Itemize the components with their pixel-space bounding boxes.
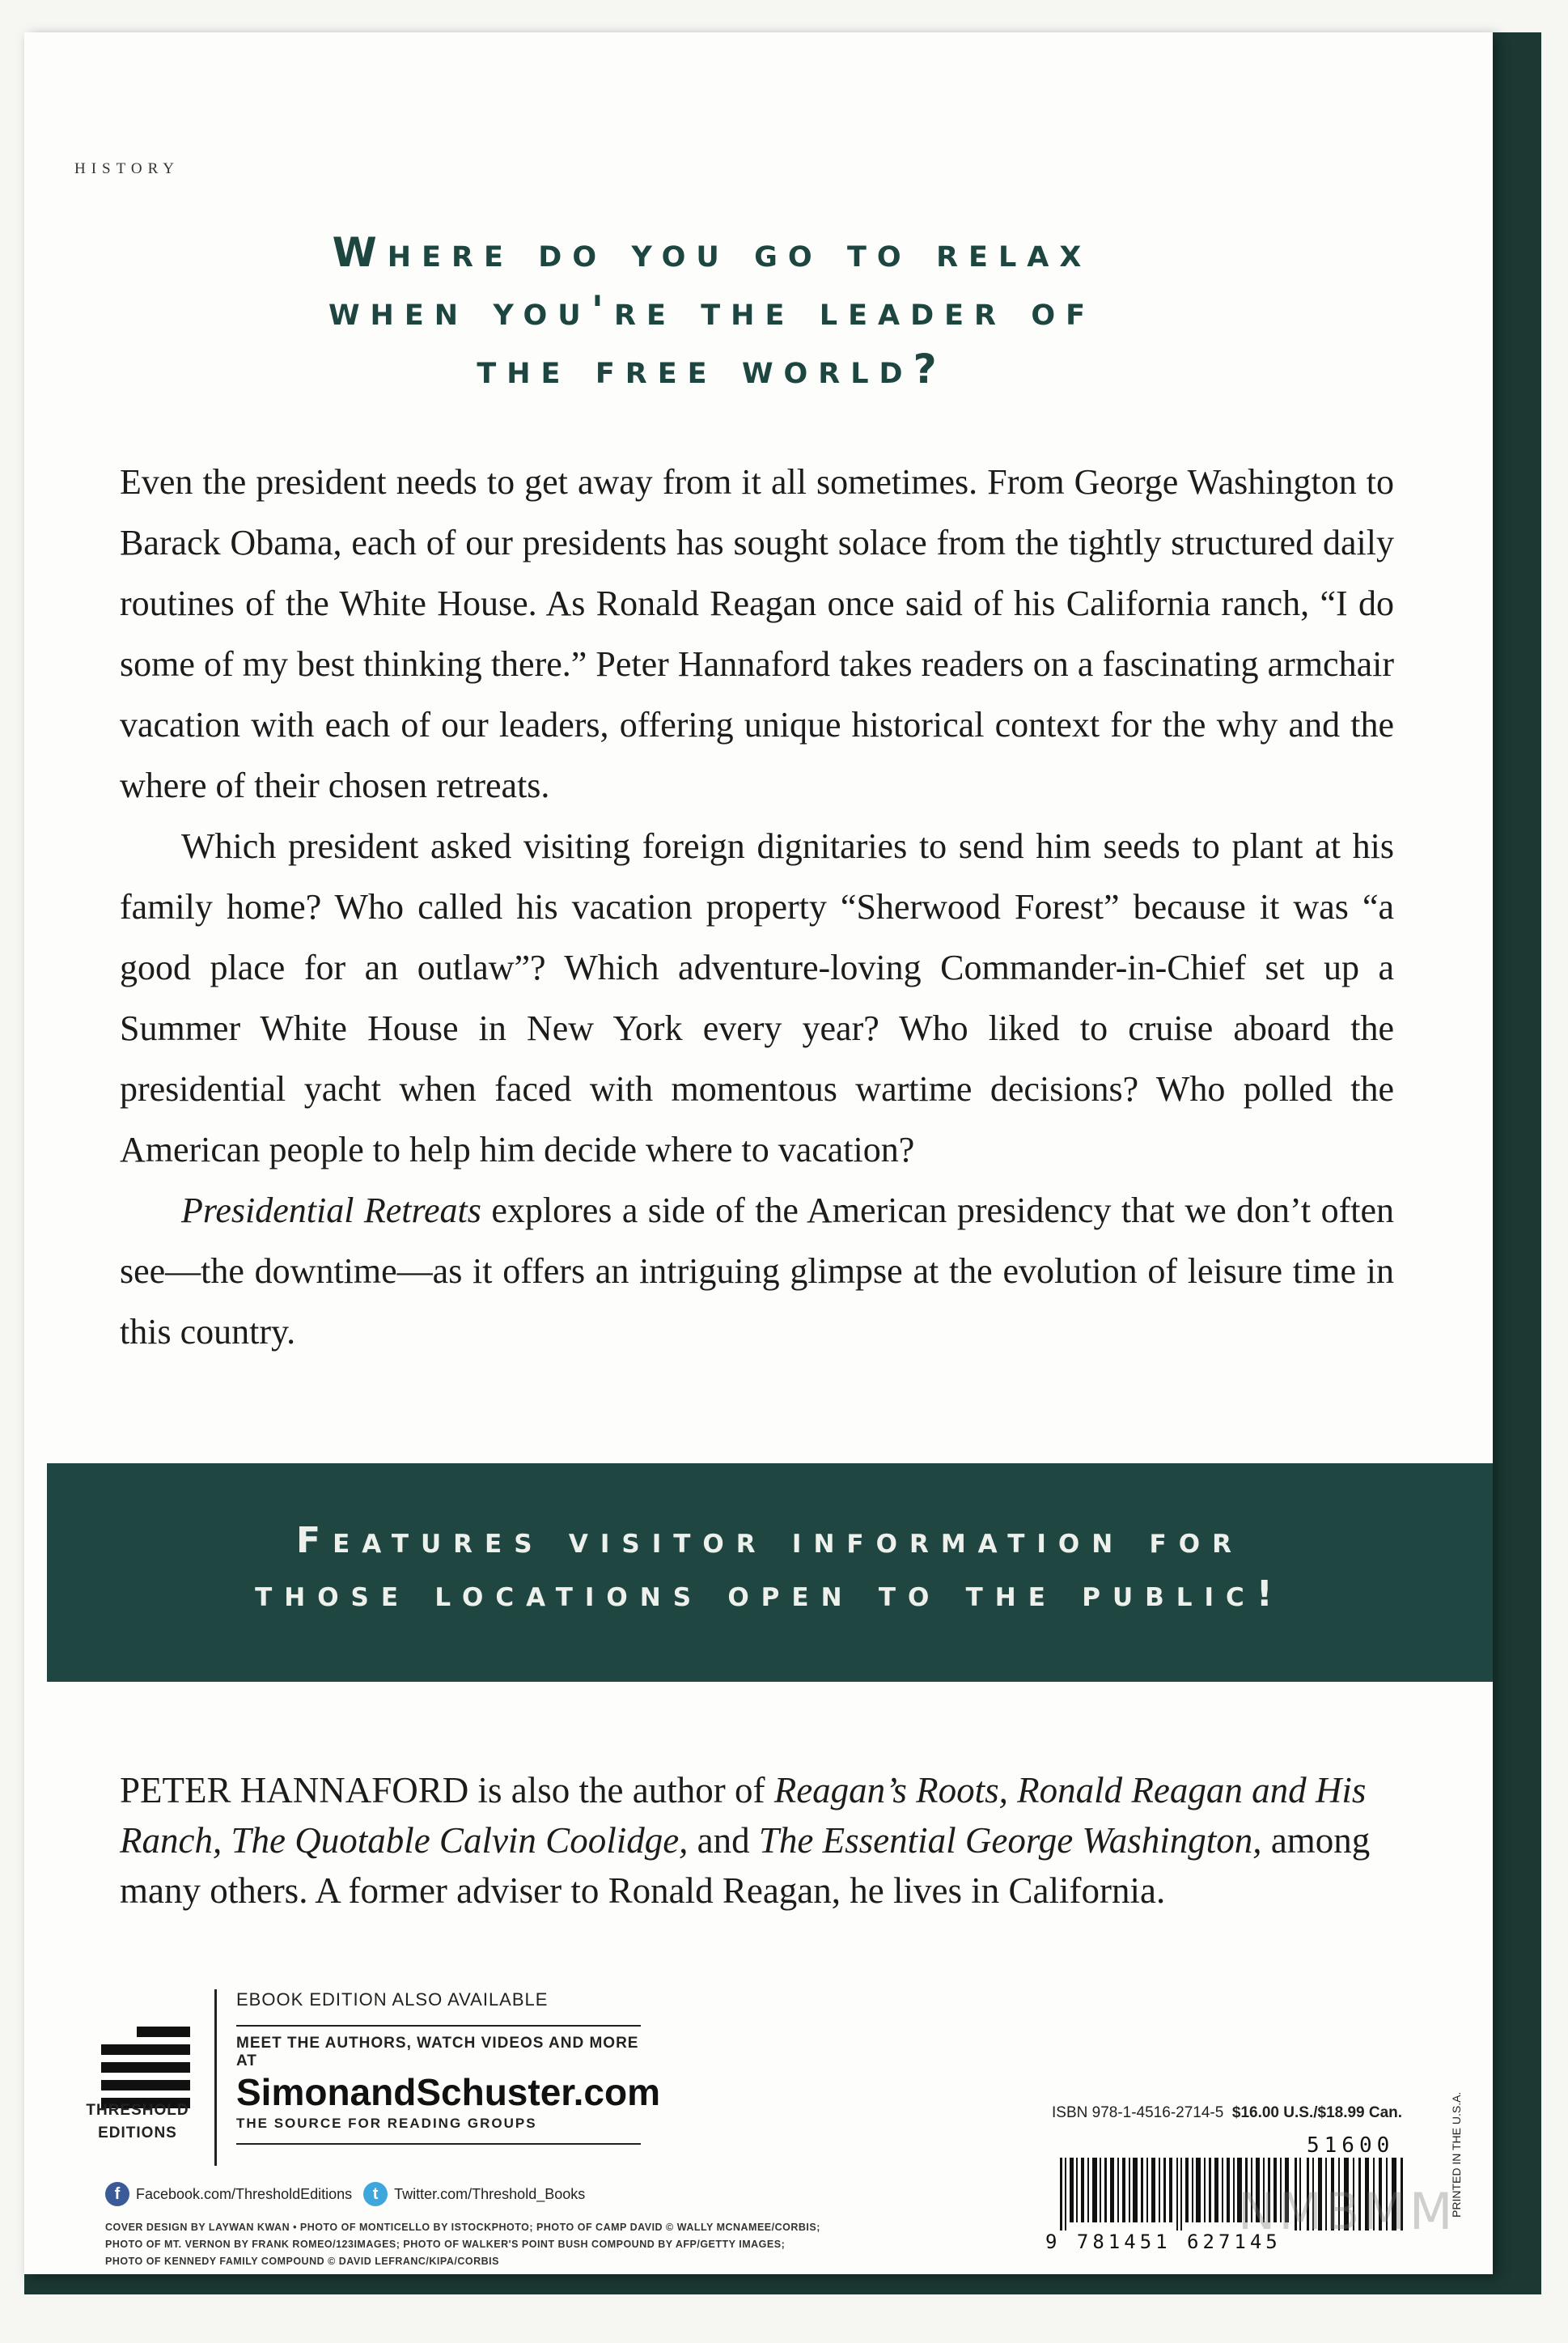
price-code: 51600 <box>1307 2133 1395 2158</box>
isbn-price <box>1052 2104 1402 2122</box>
threshold-logo <box>77 1989 217 2166</box>
website-link[interactable]: SimonandSchuster.com <box>236 2071 661 2113</box>
facebook-link[interactable]: Facebook.com/ThresholdEditions <box>136 2185 353 2202</box>
paragraph: Which president asked visiting foreign dignitaries to send him seeds to plant at his family home? Who called his vacation property “Sherwood Forest” because it was “a good place for an outlaw”? Which adventure-loving Commander-in-Chief set up a Summer White House in New York every year? Who liked to cruise aboard the presidential yacht when faced with momentous wartime decisions? Who polled the American people to help him decide where to vacation? <box>120 826 1394 1169</box>
publisher-promo <box>236 1989 661 2145</box>
description <box>120 452 1394 1362</box>
headline-line: when you're the leader of <box>328 287 1096 334</box>
features-banner <box>47 1463 1493 1682</box>
isbn: ISBN 978-1-4516-2714-5 <box>1052 2104 1224 2121</box>
back-cover <box>24 32 1493 2274</box>
logo-text: THRESHOLD <box>86 2102 189 2119</box>
reading-groups-text: THE SOURCE FOR READING GROUPS <box>236 2116 641 2145</box>
credit-line: PHOTO OF KENNEDY FAMILY COMPOUND © DAVID LEFRANC/KIPA/CORBIS <box>105 2256 499 2267</box>
barcode-number: 9 781451 627145 <box>1045 2231 1282 2253</box>
book-title: Presidential Retreats <box>181 1191 481 1230</box>
meet-authors-text: MEET THE AUTHORS, WATCH VIDEOS AND MORE AT <box>236 2035 639 2069</box>
bio-text: among many others. A former adviser to Ronald Reagan, he lives in California. <box>120 1820 1371 1911</box>
price: $16.00 U.S./$18.99 Can. <box>1231 2104 1403 2121</box>
watermark: NMBMM <box>1238 2182 1456 2241</box>
author-name: PETER HANNAFORD <box>120 1770 469 1810</box>
scan-margin-left <box>0 0 24 2343</box>
headline <box>194 223 1230 398</box>
credit-line: PHOTO OF MT. VERNON BY FRANK ROMEO/123IMAGES; PHOTO OF WALKER'S POINT BUSH COMPOUND BY AFP/GETTY IMAGES; <box>105 2239 786 2250</box>
facebook-icon: f <box>105 2182 129 2206</box>
scan-margin-bottom <box>0 2294 1568 2343</box>
paragraph-closing <box>120 1180 1394 1362</box>
bio-text: and <box>688 1820 759 1861</box>
book-list: The Essential George Washington, <box>758 1820 1262 1861</box>
ebook-notice: EBOOK EDITION ALSO AVAILABLE <box>236 1989 641 2027</box>
book-list: Reagan’s Roots, Ronald Reagan and His Ranch, The Quotable Calvin Coolidge, <box>120 1770 1367 1861</box>
twitter-link[interactable]: Twitter.com/Threshold_Books <box>394 2185 586 2202</box>
headline-line: Where do you go to relax <box>332 229 1092 276</box>
closing-text: explores a side of the American presidency that we don’t often see—the downtime—as it offers an intriguing glimpse at the evolution of leisure time in this country. <box>120 1191 1394 1352</box>
logo-text: EDITIONS <box>98 2124 177 2141</box>
scan-margin-right <box>1541 0 1568 2343</box>
social-links <box>105 2182 585 2206</box>
scan-margin-top <box>0 0 1568 32</box>
printed-in-usa: PRINTED IN THE U.S.A. <box>1450 2091 1463 2218</box>
headline-line: the free world? <box>477 346 947 393</box>
author-bio <box>120 1765 1414 1916</box>
banner-line: those locations open to the public! <box>255 1573 1285 1615</box>
category-label: HISTORY <box>74 160 180 177</box>
bio-text: is also the author of <box>468 1770 774 1810</box>
photo-credits <box>105 2219 833 2270</box>
twitter-icon: t <box>363 2182 388 2206</box>
paragraph: Even the president needs to get away from it all sometimes. From George Washington to Barack Obama, each of our presidents has sought solace from the tightly structured daily routines of the White House. As Ronald Reagan once said of his California ranch, “I do some of my best thinking there.” Peter Hannaford takes readers on a fascinating armchair vacation with each of our leaders, offering unique historical context for the why and the where of their chosen retreats. <box>120 462 1394 805</box>
banner-line: Features visitor information for <box>296 1520 1244 1561</box>
credit-line: COVER DESIGN BY LAYWAN KWAN • PHOTO OF MONTICELLO BY ISTOCKPHOTO; PHOTO OF CAMP DAVID © WALLY MCNAMEE/CORBIS; <box>105 2222 820 2233</box>
